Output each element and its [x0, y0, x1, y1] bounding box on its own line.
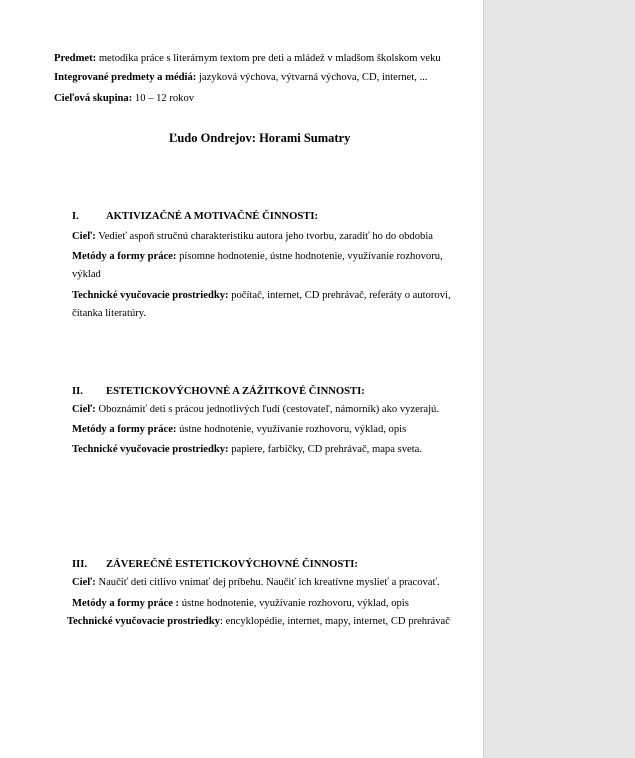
section-3-tools [67, 615, 450, 629]
section-2-methods-text: ústne hodnotenie, využívanie rozhovoru, výklad, opis [176, 424, 407, 435]
section-3-tools-label: Technické vyučovacie prostriedky [67, 616, 221, 627]
section-1-tools-cont: čítanka literatúry. [72, 308, 147, 319]
section-2-methods-label: Metódy a formy práce: [72, 424, 177, 435]
section-3-methods-text: ústne hodnotenie, využívanie rozhovoru, výklad, opis [179, 598, 409, 609]
section-2-tools-text: papiere, farbičky, CD prehrávač, mapa sveta. [228, 444, 422, 455]
section-3-goal-label: Cieľ: [72, 577, 96, 588]
section-2-tools [72, 443, 422, 457]
section-1-heading-text: AKTIVIZAČNÉ A MOTIVAČNÉ ČINNOSTI: [106, 211, 319, 222]
section-3-goal [72, 576, 440, 590]
section-3-methods [72, 597, 409, 611]
section-1-goal-label: Cieľ: [72, 231, 96, 242]
section-1-methods [72, 250, 443, 264]
section-1-tools-text: počítač, internet, CD prehrávač, referáty o autorovi, [228, 290, 451, 301]
section-2-number: II. [72, 386, 83, 397]
section-3-heading-text: ZÁVEREČNÉ ESTETICKOVÝCHOVNÉ ČINNOSTI: [106, 559, 358, 570]
section-3-tools-text: : encyklopédie, internet, mapy, internet, CD prehrávač [220, 616, 450, 627]
section-2-goal-label: Cieľ: [72, 404, 96, 415]
section-2-methods [72, 423, 406, 437]
section-3-heading [72, 558, 358, 572]
section-1-goal-text: Vedieť aspoň stručnú charakteristiku autora jeho tvorbu, zaradiť ho do obdobia [95, 231, 433, 242]
section-1-heading [72, 210, 318, 224]
section-1-methods-label: Metódy a formy práce: [72, 251, 177, 262]
section-2-heading [72, 385, 365, 399]
target-label: Cieľová skupina: [54, 93, 133, 104]
section-1-tools-label: Technické vyučovacie prostriedky: [72, 290, 229, 301]
section-2-heading-text: ESTETICKOVÝCHOVNÉ A ZÁŽITKOVÉ ČINNOSTI: [106, 386, 365, 397]
section-1-methods-cont: výklad [72, 269, 101, 280]
section-1-goal [72, 230, 433, 244]
document-title: Ľudo Ondrejov: Horami Sumatry [169, 131, 351, 145]
integrated-value: jazyková výchova, výtvarná výchova, CD, internet, ... [196, 72, 428, 83]
section-1-methods-text: písomne hodnotenie, ústne hodnotenie, využívanie rozhovoru, [176, 251, 443, 262]
target-line [54, 92, 194, 106]
section-3-methods-label: Metódy a formy práce : [72, 598, 180, 609]
section-2-tools-label: Technické vyučovacie prostriedky: [72, 444, 229, 455]
section-2-goal-text: Oboznámiť deti s prácou jednotlivých ľudí (cestovateľ, námorník) ako vyzerajú. [95, 404, 439, 415]
subject-line [54, 52, 441, 66]
section-1-number: I. [72, 211, 79, 222]
subject-label: Predmet: [54, 53, 97, 64]
section-2-goal [72, 403, 439, 417]
section-3-number: III. [72, 559, 88, 570]
subject-value: metodika práce s literárnym textom pre deti a mládež v mladšom školskom veku [96, 53, 441, 64]
section-3-goal-text: Naučiť deti citlivo vnímať dej príbehu. Naučiť ich kreatívne myslieť a pracovať. [95, 577, 440, 588]
target-value: 10 – 12 rokov [132, 93, 195, 104]
section-1-tools [72, 289, 451, 303]
integrated-label: Integrované predmety a médiá: [54, 72, 197, 83]
integrated-line [54, 71, 428, 85]
